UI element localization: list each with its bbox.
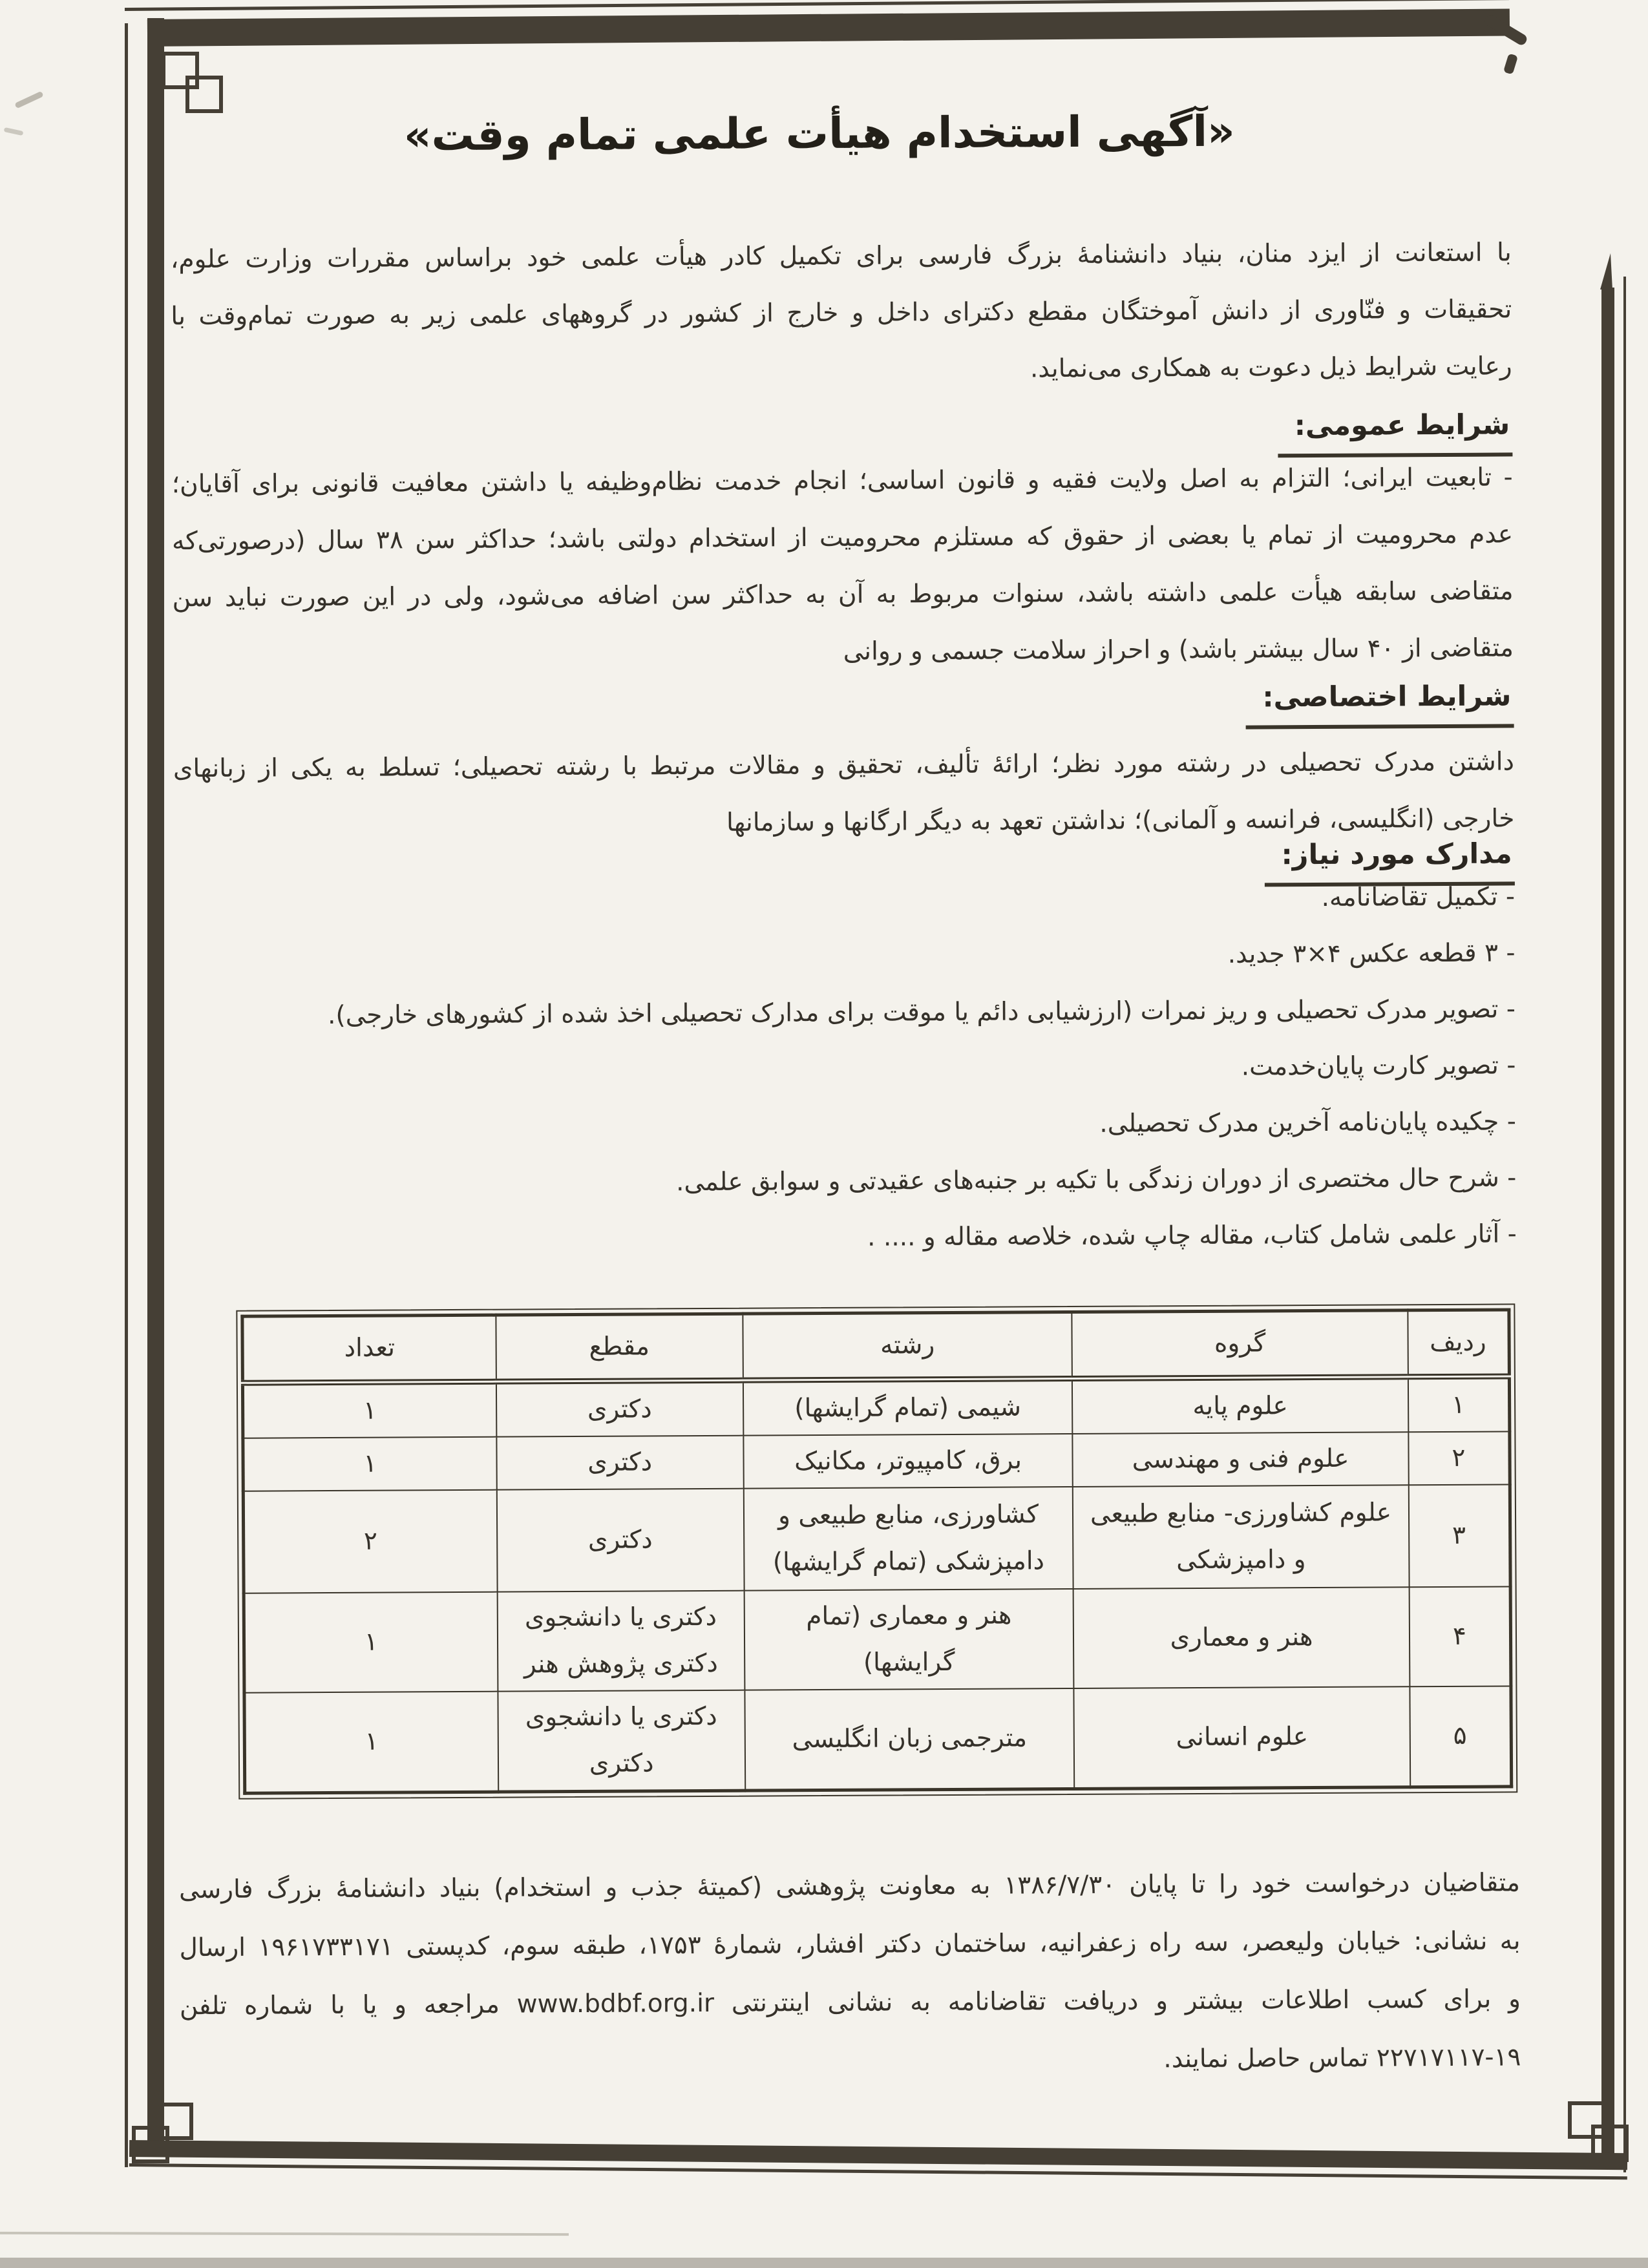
text-line: و برای کسب اطلاعات بیشتر و دریافت تقاضانامه به نشانی اینترنتی www.bdbf.org.ir مراجعه و یا با شماره تلفن (179, 1984, 1521, 2021)
cell-level: دکتری یا دانشجوی دکتری (498, 1690, 745, 1792)
heading-text: مدارک مورد نیاز: (1264, 831, 1515, 887)
list-item: - آثار علمی شامل کتاب، مقاله چاپ شده، خلاصه مقاله و .... . (867, 1219, 1517, 1252)
cell-radif: ۲ (1408, 1431, 1510, 1485)
table-row (243, 1431, 1510, 1491)
text-line: ۲۲۷۱۷۱۱۷-۱۹ تماس حاصل نمایند. (1163, 2042, 1521, 2074)
text-line: تحقیقات و فنّاوری از دانش آموختگان مقطع دکترای داخل و خارج از کشور در گروههای علمی زیر به صورت تمام‌وقت با (171, 295, 1512, 331)
cell-group: هنر و معماری (1073, 1587, 1410, 1688)
list-item: - تصویر کارت پایان‌خدمت. (1241, 1051, 1516, 1082)
cell-level: دکتری (496, 1380, 743, 1437)
column-header-field: رشته (743, 1312, 1072, 1380)
cell-field: مترجمی زبان انگلیسی (745, 1688, 1074, 1790)
paragraph-general-conditions (171, 449, 1514, 684)
table-header-row (242, 1310, 1510, 1383)
positions-table-wrap (240, 1308, 1513, 1794)
list-item: - تکمیل تقاضانامه. (1321, 882, 1516, 912)
cell-field: شیمی (تمام گرایشها) (743, 1378, 1073, 1435)
cell-count: ۱ (242, 1381, 496, 1438)
cell-group: علوم کشاورزی- منابع طبیعی و دامپزشکی (1073, 1485, 1409, 1589)
cell-radif: ۳ (1408, 1484, 1510, 1587)
cell-group: علوم فنی و مهندسی (1073, 1432, 1409, 1487)
text-line: متقاضی سابقه هیأت علمی داشته باشد، سنوات مربوط به آن به حداکثر سن اضافه می‌شود، ولی در این صورت نباید سن (172, 576, 1514, 613)
cell-radif: ۵ (1410, 1686, 1512, 1787)
cell-radif: ۱ (1408, 1376, 1510, 1432)
positions-table (240, 1308, 1513, 1794)
cell-level: دکتری (496, 1436, 744, 1490)
table-row (242, 1376, 1509, 1438)
cell-count: ۱ (244, 1592, 498, 1693)
section-heading-general-conditions (1278, 402, 1513, 448)
heading-text: شرایط عمومی: (1278, 402, 1513, 457)
table-row (244, 1686, 1512, 1793)
cell-count: ۲ (243, 1490, 497, 1593)
cell-count: ۱ (243, 1437, 496, 1491)
cell-level: دکتری (496, 1489, 744, 1592)
cell-radif: ۴ (1409, 1586, 1511, 1686)
text-line: - تابعیت ایرانی؛ التزام به اصل ولایت فقیه و قانون اساسی؛ انجام خدمت نظام‌وظیفه یا داشتن معافیت قانونی برای آقایان؛ (171, 463, 1513, 499)
column-header-group: گروه (1072, 1310, 1408, 1379)
cell-group: علوم انسانی (1074, 1686, 1410, 1789)
page-title: «آگهی استخدام هیأت علمی تمام وقت» (403, 106, 1235, 161)
column-header-row-number: ردیف (1408, 1310, 1509, 1377)
cell-field: برق، کامپیوتر، مکانیک (743, 1434, 1073, 1489)
cell-field: کشاورزی، منابع طبیعی و دامپزشکی (تمام گرایشها) (744, 1487, 1073, 1591)
list-item: - چکیده پایان‌نامه آخرین مدرک تحصیلی. (1099, 1107, 1516, 1139)
text-line: داشتن مدرک تحصیلی در رشته مورد نظر؛ ارائهٔ تألیف، تحقیق و مقالات مرتبط با رشته تحصیلی؛ تسلط به یکی از زبانهای (173, 747, 1515, 784)
text-line: خارجی (انگلیسی، فرانسه و آلمانی)؛ نداشتن تعهد به دیگر ارگانها و سازمانها (726, 804, 1515, 837)
list-item: - تصویر مدرک تحصیلی و ریز نمرات (ارزشیابی دائم یا موقت برای مدارک تحصیلی اخذ شده از کشورهای خارجی). (327, 994, 1516, 1031)
footer-paragraph (179, 1854, 1521, 2094)
list-item: - ۳ قطعه عکس ۴×۳ جدید. (1227, 938, 1516, 969)
text-line: متقاضی از ۴۰ سال بیشتر باشد) و احراز سلامت جسمی و روانی (843, 633, 1514, 666)
section-heading-specific-conditions (1245, 673, 1514, 720)
list-item: - شرح حال مختصری از دوران زندگی با تکیه بر جنبه‌های عقیدتی و سوابق علمی. (675, 1163, 1517, 1197)
required-documents-list (174, 868, 1517, 1269)
column-header-degree: مقطع (496, 1314, 743, 1381)
column-header-count: تعداد (242, 1315, 496, 1383)
table-body (242, 1376, 1511, 1793)
cell-level: دکتری یا دانشجوی دکتری پژوهش هنر (497, 1591, 745, 1692)
table-row (244, 1586, 1511, 1692)
text-line: با استعانت از ایزد منان، بنیاد دانشنامهٔ بزرگ فارسی برای تکمیل کادر هیأت علمی خود براساس مقررات وزارت علوم، (170, 238, 1512, 275)
cell-count: ۱ (244, 1692, 498, 1794)
table-row (243, 1484, 1510, 1593)
intro-paragraph (171, 224, 1512, 402)
text-line: متقاضیان درخواست خود را تا پایان ۱۳۸۶/۷/۳۰ به معاونت پژوهشی (کمیتهٔ جذب و استخدام) بنیاد دانشنامهٔ بزرگ فارسی (178, 1868, 1521, 1905)
text-line: رعایت شرایط ذیل دعوت به همکاری می‌نماید. (1030, 352, 1512, 384)
cell-group: علوم پایه (1072, 1377, 1408, 1434)
text-line: عدم محرومیت از تمام یا بعضی از حقوق که مستلزم محرومیت از استخدام دولتی باشد؛ حداکثر سن ۳۸ سال (درصورتی‌که (171, 520, 1514, 556)
text-line: به نشانی: خیابان ولیعصر، سه راه زعفرانیه، ساختمان دکتر افشار، شمارهٔ ۱۷۵۳، طبقه سوم، کدپستی ۱۹۶۱۷۳۳۱۷۱ ارسال (179, 1926, 1521, 1963)
cell-field: هنر و معماری (تمام گرایشها) (744, 1589, 1073, 1690)
heading-text: شرایط اختصاصی: (1245, 673, 1514, 729)
